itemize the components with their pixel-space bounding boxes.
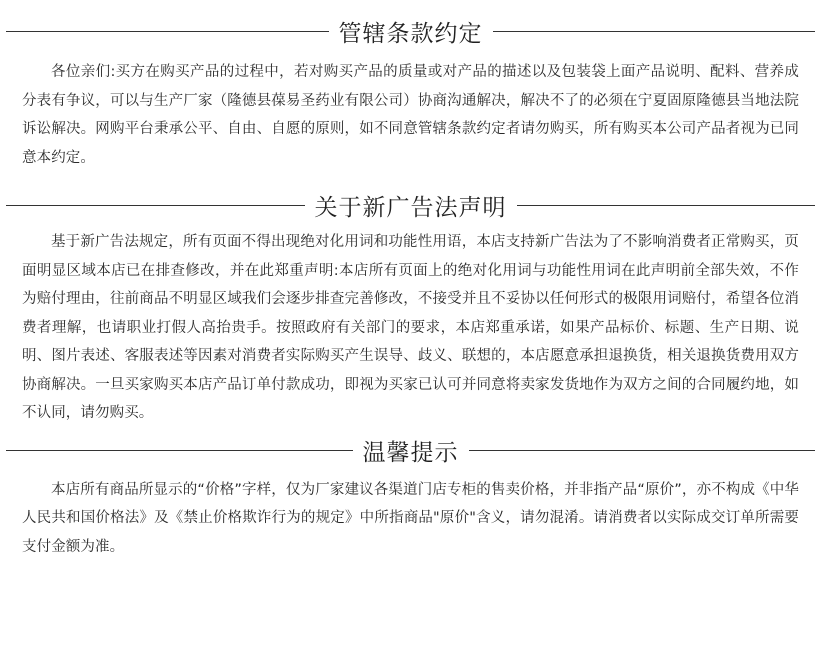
section-title-tips: 温馨提示 [362, 440, 459, 466]
jurisdiction-section [22, 14, 803, 172]
section-header [6, 434, 815, 468]
advertising-law-paragraph: 基于新广告法规定，所有页面不得出现绝对化用词和功能性用语，本店支持新广告法为了不影响消费者正常购买，页面明显区域本店已在排查修改，并在此郑重声明:本店所有页面上的绝对化用词与功能性用词在此声明前全部失效，不作为赔付理由，往前商品不明显区域我们会逐步排查完善修改，不接受并且不妥协以任何形式的极限用词赔付，希望各位消费者理解，也请职业打假人高抬贵手。按照政府有关部门的要求，本店郑重承诺，如果产品标价、标题、生产日期、说明、图片表述、客服表述等因素对消费者实际购买产生误导、歧义、联想的，本店愿意承担退换货，相关退换货费用双方协商解决。一旦买家购买本店产品订单付款成功，即视为买家已认可并同意将卖家发货地作为双方之间的合同履约地，如不认同，请勿购买。 [22, 234, 799, 421]
section-title-jurisdiction: 管辖条款约定 [338, 20, 483, 47]
divider-line-left [6, 450, 353, 451]
divider-line-left [6, 205, 305, 206]
divider-line-right [469, 450, 816, 451]
tips-section [22, 434, 803, 562]
notice-page [0, 14, 817, 653]
section-title-advertising-law: 关于新广告法声明 [314, 194, 507, 221]
section-header [6, 188, 815, 222]
section-header [6, 14, 815, 48]
divider-line-right [517, 205, 816, 206]
advertising-law-section [22, 188, 803, 428]
divider-line-left [6, 31, 329, 32]
jurisdiction-paragraph: 各位亲们:买方在购买产品的过程中，若对购买产品的质量或对产品的描述以及包装袋上面产品说明、配料、营养成分表有争议，可以与生产厂家（隆德县葆易圣药业有限公司）协商沟通解决，解决不了的必须在宁夏固原隆德县当地法院诉讼解决。网购平台秉承公平、自由、自愿的原则，如不同意管辖条款约定者请勿购买，所有购买本公司产品者视为已同意本约定。 [22, 64, 799, 166]
tips-paragraph: 本店所有商品所显示的“价格”字样，仅为厂家建议各渠道门店专柜的售卖价格，并非指产品“原价”，亦不构成《中华人民共和国价格法》及《禁止价格欺诈行为的规定》中所指商品"原价"含义，请勿混淆。请消费者以实际成交订单所需要支付金额为准。 [22, 481, 799, 555]
divider-line-right [493, 31, 816, 32]
